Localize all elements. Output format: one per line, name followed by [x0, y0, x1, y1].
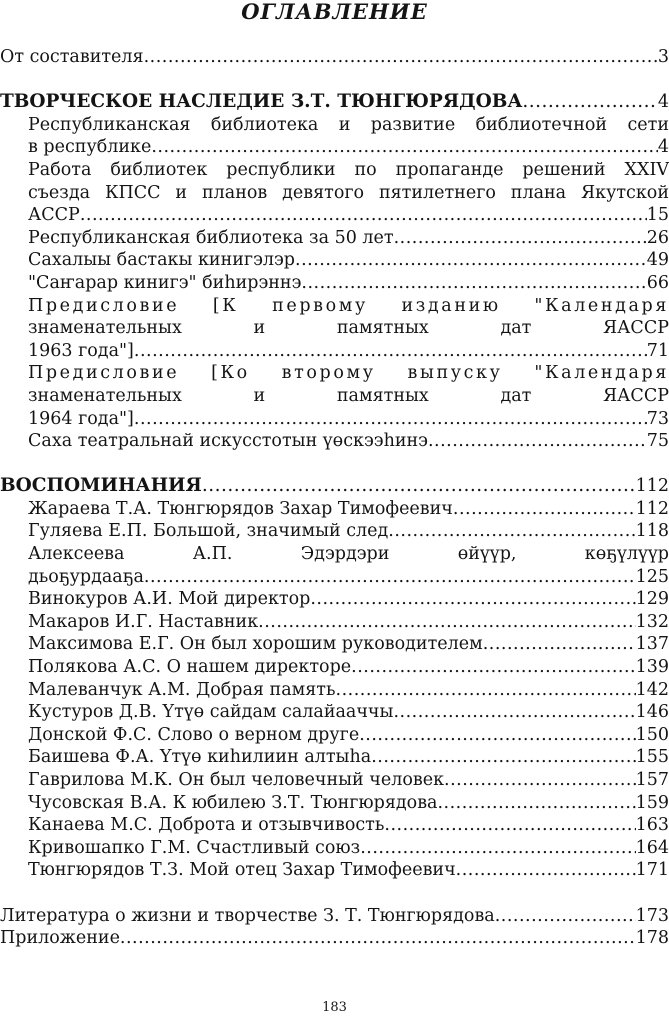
- toc-entry-page: 26: [646, 227, 669, 248]
- toc-entry[interactable]: [0, 746, 669, 769]
- toc-entry-title: Алексеева А.П. Эдэрдэри өйүүр, көҕүлүүр: [28, 544, 669, 565]
- toc-entry-title: От составителя: [0, 47, 144, 67]
- toc-entry[interactable]: [0, 701, 669, 724]
- dot-leader: [428, 430, 647, 453]
- toc-entry[interactable]: [0, 227, 669, 250]
- dot-leader: [394, 227, 647, 250]
- toc-entry-title: Предисловие [Ко второму выпуску "Календаря: [28, 363, 669, 384]
- toc-entry[interactable]: [0, 475, 669, 498]
- dot-leader: [359, 724, 635, 747]
- toc-entry-title: Донской Ф.С. Слово о верном друге: [28, 724, 360, 745]
- toc-entry-title: Приложение: [0, 928, 120, 949]
- toc-entry-title: Кустуров Д.В. Үтүө сайдам салайааччы: [28, 702, 394, 723]
- toc-entry-title: Малеванчук А.М. Добрая память: [28, 679, 336, 700]
- toc-entry-title: дьоҕурдааҕа: [28, 566, 144, 587]
- toc-entry[interactable]: [0, 859, 669, 882]
- toc-entry[interactable]: [0, 46, 669, 69]
- toc-entry-page: 3: [657, 47, 669, 67]
- toc-entry-page: 150: [635, 724, 669, 745]
- toc-entry[interactable]: [0, 520, 669, 543]
- toc-entry-page: 132: [635, 611, 669, 632]
- page-title: ОГЛАВЛЕНИЕ: [241, 0, 428, 24]
- toc-entry-title: Тюнгюрядов Т.З. Мой отец Захар Тимофеевич: [28, 860, 456, 881]
- toc-entry[interactable]: [0, 792, 669, 815]
- toc-entry-title: Канаева М.С. Доброта и отзывчивость: [28, 815, 385, 836]
- toc-entry-page: 75: [646, 431, 669, 452]
- dot-leader: [371, 746, 635, 769]
- dot-leader: [437, 792, 635, 815]
- toc-entry[interactable]: [0, 498, 669, 521]
- dot-leader: [453, 498, 636, 521]
- toc-entry-title: Предисловие [К первому изданию "Календаря: [28, 295, 669, 316]
- toc-entry-title: ВОСПОМИНАНИЯ: [0, 475, 202, 497]
- toc-entry[interactable]: [0, 656, 669, 679]
- dot-leader: [360, 837, 635, 860]
- toc-entry-title: Макаров И.Г. Наставник: [28, 611, 259, 632]
- toc-entry-title: Кривошапко Г.М. Счастливый союз: [28, 837, 361, 858]
- toc-entry-page: 112: [635, 476, 669, 497]
- toc-entry-page: 71: [646, 340, 669, 361]
- toc-entry-title: Максимова Е.Г. Он был хорошим руководителем: [28, 634, 483, 655]
- toc-entry-title: знаменательных и памятных дат ЯАССР: [28, 385, 669, 406]
- toc-entry[interactable]: [0, 114, 669, 159]
- dot-leader: [295, 249, 647, 272]
- toc-entry[interactable]: [0, 588, 669, 611]
- toc-entry-title: Сахалыы бастакы кинигэлэр: [28, 250, 295, 271]
- toc-entry[interactable]: [0, 272, 669, 295]
- dot-leader: [301, 272, 646, 295]
- dot-leader: [495, 905, 636, 928]
- dot-leader: [134, 340, 647, 363]
- toc-entry[interactable]: [0, 430, 669, 453]
- toc-entry-page: 49: [646, 250, 669, 271]
- toc-entry[interactable]: [0, 837, 669, 860]
- toc-entry[interactable]: [0, 249, 669, 272]
- toc-entry-page: 4: [657, 92, 669, 113]
- toc-entry-title: Литература о жизни и творчестве З. Т. Тюнгюрядова: [0, 905, 495, 926]
- toc-entry[interactable]: [0, 814, 669, 837]
- toc-entry[interactable]: [0, 159, 669, 227]
- toc-entry-title: 1963 года"]: [28, 340, 134, 361]
- toc-entry-page: 173: [635, 905, 669, 926]
- toc-entry-page: 4: [657, 137, 669, 158]
- toc-entry-title: "Саҥарар кинигэ" биһирэннэ: [28, 272, 302, 293]
- toc-entry-page: 73: [646, 408, 669, 429]
- dot-leader: [144, 566, 636, 589]
- toc-entry-title: Работа библиотек республики по пропаганде решений XXIV: [28, 159, 669, 180]
- toc-entry-title: Чусовская В.А. К юбилею З.Т. Тюнгюрядова: [28, 792, 438, 813]
- toc-entry-title: Винокуров А.И. Мой директор: [28, 589, 311, 610]
- toc-entry-page: 171: [635, 860, 669, 881]
- dot-leader: [351, 656, 635, 679]
- toc-entry[interactable]: [0, 295, 669, 363]
- toc-entry[interactable]: [0, 362, 669, 430]
- toc-entry[interactable]: [0, 927, 669, 950]
- toc-entry-page: 137: [635, 634, 669, 655]
- toc-entry-title: знаменательных и памятных дат ЯАССР: [28, 318, 669, 339]
- page-number: 183: [322, 1000, 347, 1015]
- toc-entry-title: в республике: [28, 137, 152, 158]
- toc-entry[interactable]: [0, 769, 669, 792]
- toc-entry[interactable]: [0, 724, 669, 747]
- toc-entry-page: 146: [635, 702, 669, 723]
- dot-leader: [151, 136, 658, 159]
- toc-entry[interactable]: [0, 543, 669, 588]
- dot-leader: [144, 46, 658, 69]
- toc-entry-title: 1964 года"]: [28, 408, 134, 429]
- toc-entry-page: 163: [635, 815, 669, 836]
- dot-leader: [336, 679, 636, 702]
- dot-leader: [444, 769, 636, 792]
- dot-leader: [258, 611, 635, 634]
- toc-entry-page: 66: [646, 272, 669, 293]
- toc-entry-page: 159: [635, 792, 669, 813]
- toc-entry-page: 178: [635, 928, 669, 949]
- dot-leader: [310, 588, 635, 611]
- toc-entry-page: 157: [635, 770, 669, 790]
- toc-entry-title: Республиканская библиотека за 50 лет: [28, 227, 394, 248]
- toc-entry-page: 125: [635, 566, 669, 587]
- toc-entry-page: 155: [635, 747, 669, 768]
- toc-entry[interactable]: [0, 91, 669, 114]
- toc-entry-title: Жараева Т.А. Тюнгюрядов Захар Тимофеевич: [28, 498, 453, 519]
- toc-entry[interactable]: [0, 633, 669, 656]
- toc-entry-page: 164: [635, 837, 669, 858]
- dot-leader: [393, 701, 635, 724]
- dot-leader: [522, 91, 657, 114]
- toc-entry[interactable]: [0, 679, 669, 702]
- dot-leader: [384, 814, 635, 837]
- toc-entry-page: 142: [635, 679, 669, 700]
- toc-entry-title: Гуляева Е.П. Большой, значимый след: [28, 521, 389, 542]
- table-of-contents: [0, 46, 669, 950]
- dot-leader: [80, 204, 647, 227]
- toc-entry-title: Саха театральнай искусстотын үөскээһинэ: [28, 431, 428, 452]
- toc-entry-page: 139: [635, 657, 669, 678]
- toc-entry-title: Полякова А.С. О нашем директоре: [28, 657, 352, 678]
- toc-entry-title: ТВОРЧЕСКОЕ НАСЛЕДИЕ З.Т. ТЮНГЮРЯДОВА: [0, 91, 523, 113]
- toc-entry[interactable]: [0, 905, 669, 928]
- dot-leader: [134, 408, 647, 431]
- toc-entry-title: Баишева Ф.А. Үтүө киһилиин алтыһа: [28, 747, 372, 768]
- toc-entry-page: 112: [635, 498, 669, 519]
- toc-entry[interactable]: [0, 611, 669, 634]
- toc-entry-page: 129: [635, 589, 669, 610]
- dot-leader: [202, 475, 636, 498]
- toc-entry-page: 118: [635, 521, 669, 542]
- dot-leader: [456, 859, 636, 882]
- toc-entry-title: Республиканская библиотека и развитие библиотечной сети: [28, 114, 669, 135]
- dot-leader: [120, 927, 636, 950]
- toc-entry-page: 15: [646, 205, 669, 226]
- toc-entry-title: съезда КПСС и планов девятого пятилетнего плана Якутской: [28, 182, 669, 203]
- toc-entry-title: АССР: [28, 205, 80, 226]
- dot-leader: [483, 633, 636, 656]
- toc-entry-title: Гаврилова М.К. Он был человечный человек: [28, 770, 445, 790]
- dot-leader: [388, 520, 635, 543]
